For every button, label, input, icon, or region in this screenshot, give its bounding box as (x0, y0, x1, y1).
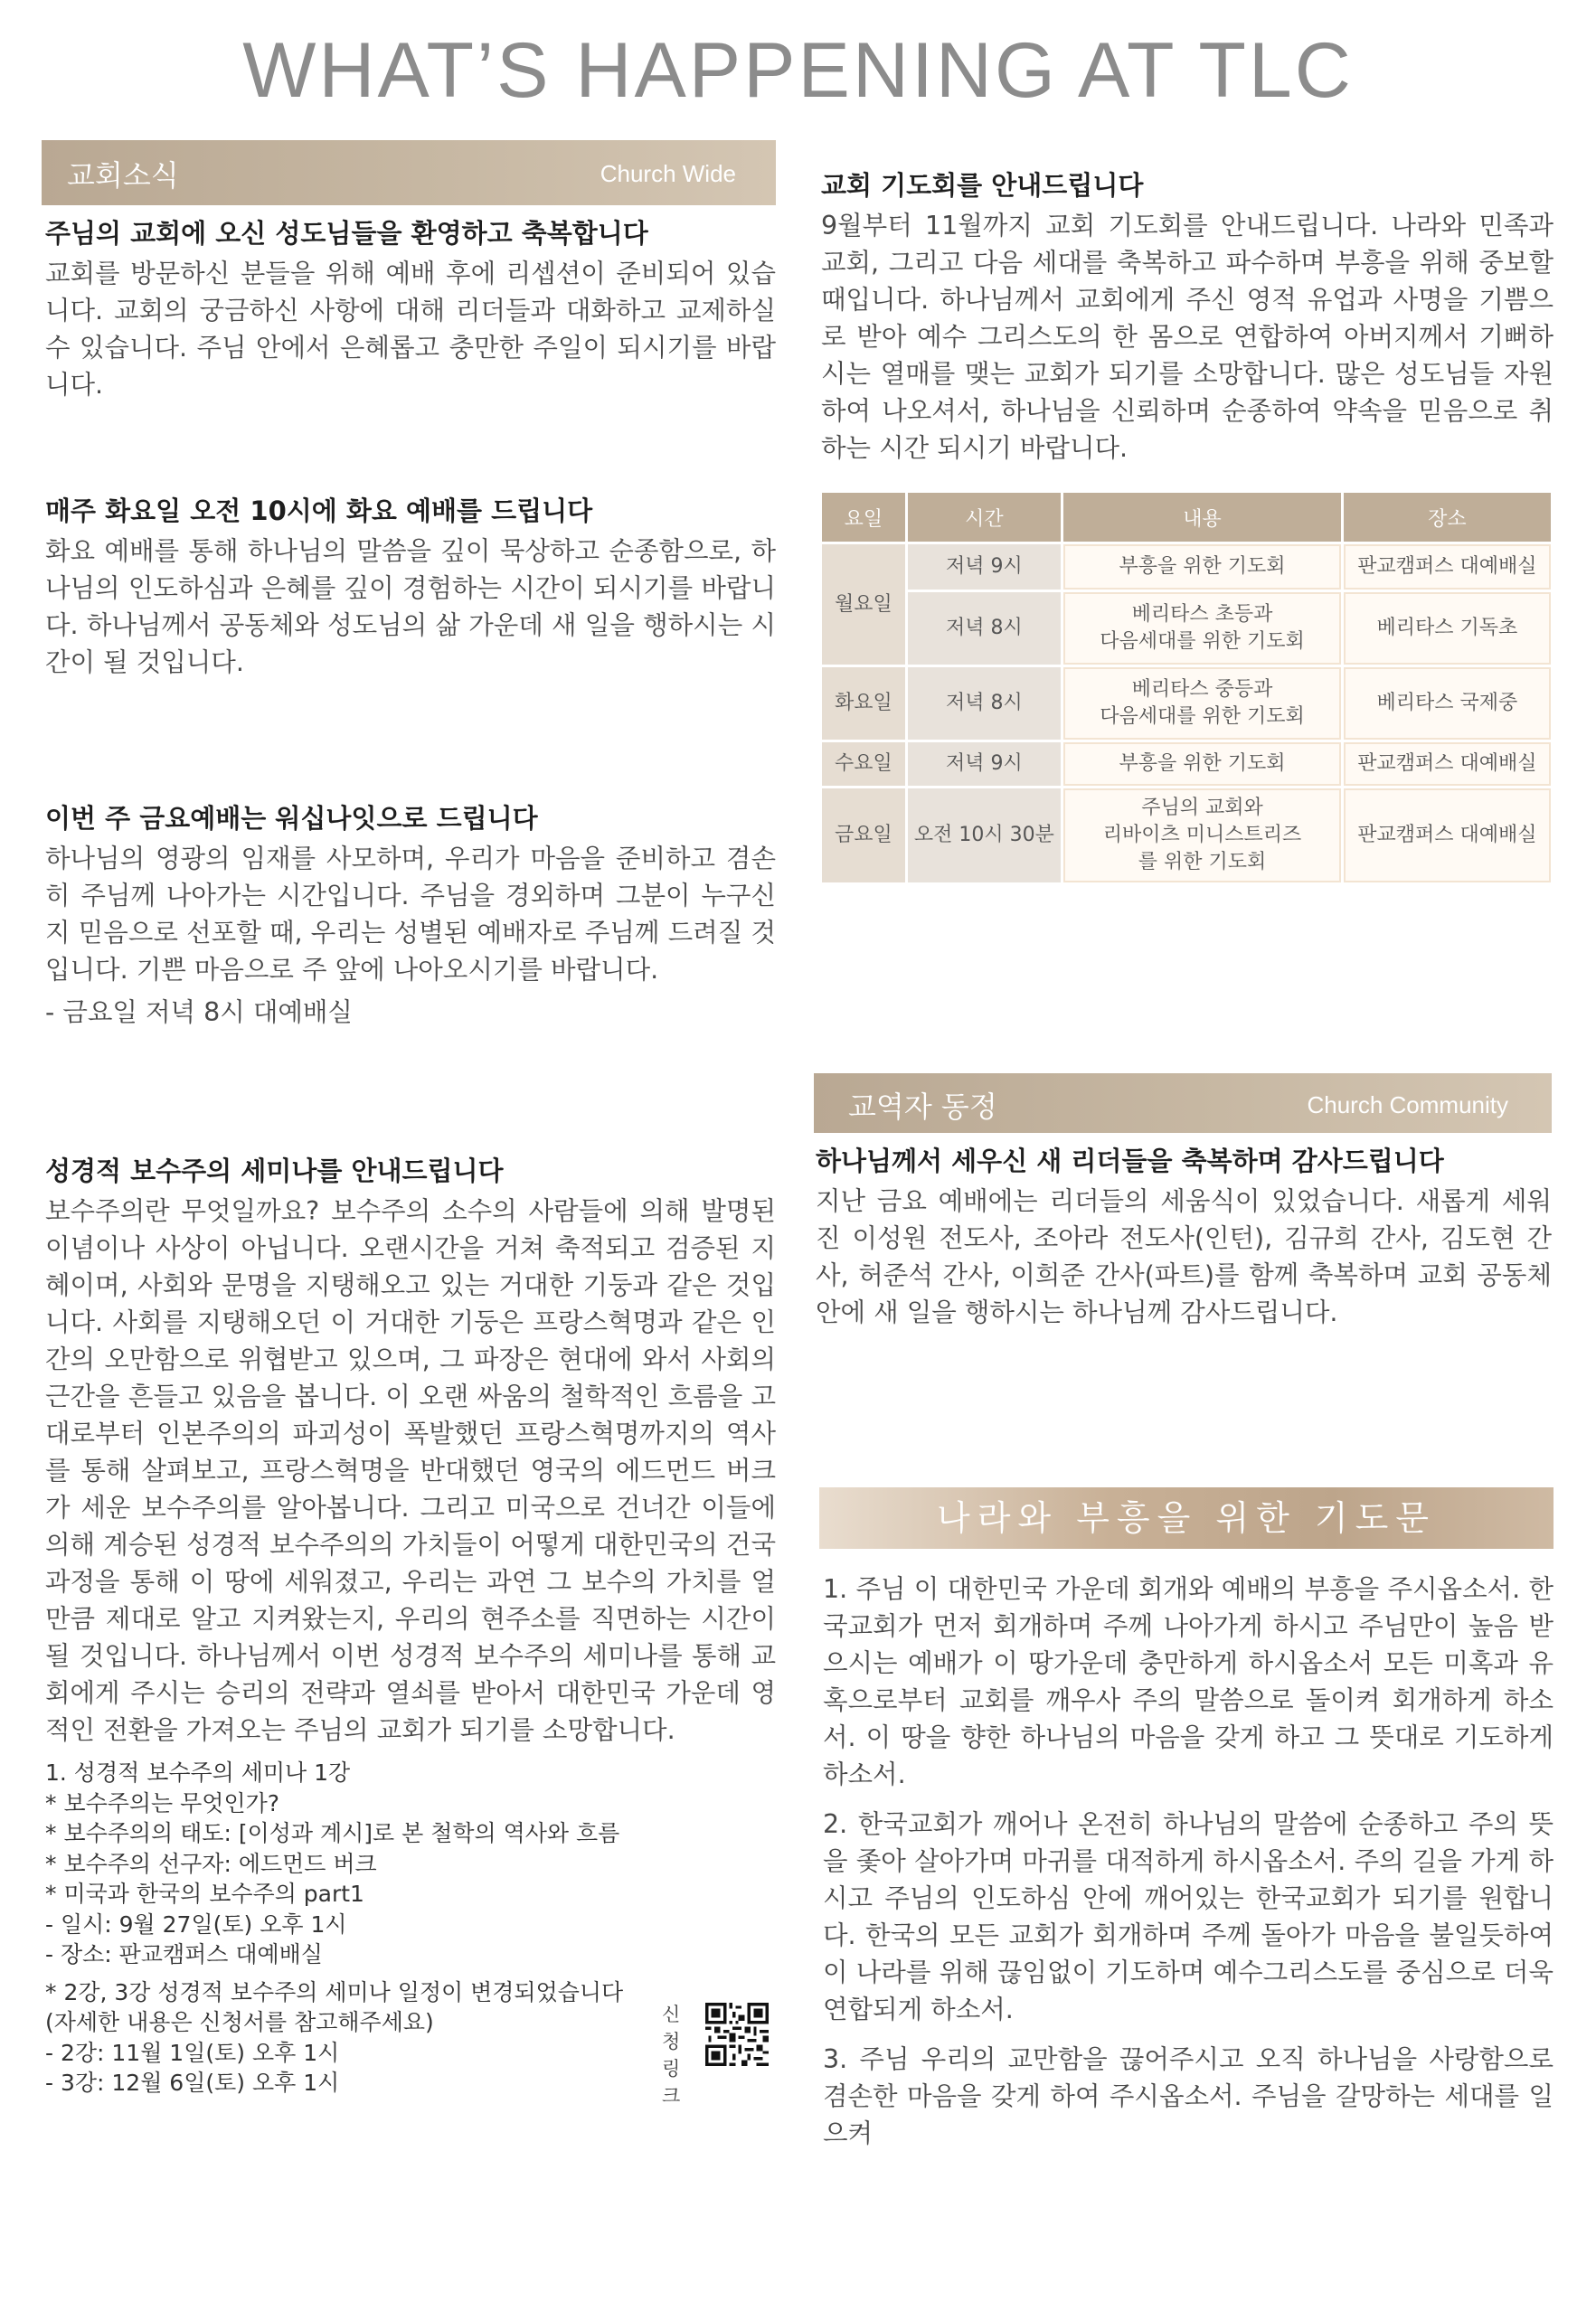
day-cell: 월요일 (822, 544, 905, 665)
seminar-detail-line: * 보수주의는 무엇인가? (45, 1789, 280, 1816)
section-title-en: Church Wide (600, 160, 736, 187)
tuesday-heading: 매주 화요일 오전 10시에 화요 예배를 드립니다 (45, 495, 593, 526)
seminar-details (45, 1758, 776, 1970)
welcome-heading: 주님의 교회에 오신 성도님들을 환영하고 축복합니다 (45, 218, 648, 249)
new-leaders-body: 지난 금요 예배에는 리더들의 세움식이 있었습니다. 새롭게 세워진 이성원 전도사, 조아라 전도사(인턴), 김규희 간사, 김도현 간사, 허준석 간사, 이희준 간사(파트)를 함께 축복하며 교회 공동체 안에 새 일을 행하시는 하나님께 감사드립니다. (816, 1186, 1552, 1327)
place-cell: 판교캠퍼스 대예배실 (1344, 544, 1551, 590)
day-cell: 금요일 (822, 788, 905, 882)
section-title-ko: 교역자 동정 (848, 1090, 997, 1124)
time-cell: 저녁 9시 (908, 544, 1061, 590)
prayer-item: 2. 한국교회가 깨어나 온전히 하나님의 말씀에 순종하고 주의 뜻을 좇아 살아가며 마귀를 대적하게 하시옵소서. 주의 길을 가게 하시고 주님의 인도하심 안에 깨어있는 한국교회가 되기를 원합니다. 한국의 모든 교회가 회개하며 주께 돌아가 마음을 불일듯하여 이 나라를 위해 끊임없이 기도하며 예수그리스도를 중심으로 더욱 연합되게 하소서. (823, 1809, 1554, 2024)
friday-heading: 이번 주 금요예배는 워십나잇으로 드립니다 (45, 803, 538, 834)
new-leaders-heading: 하나님께서 세우신 새 리더들을 축복하며 감사드립니다 (816, 1146, 1444, 1176)
seminar-notice (45, 1153, 776, 2099)
prayer-item: 1. 주님 이 대한민국 가운데 회개와 예배의 부흥을 주시옵소서. 한국교회가 먼저 회개하며 주께 나아가게 하시고 주님만이 높음 받으시는 예배가 이 땅가운데 충만하게 하시옵소서 모든 미혹과 유혹으로부터 교회를 깨우사 주의 말씀으로 돌이켜 회개하게 하소서. 이 땅을 향한 하나님의 마음을 갖게 하고 그 뜻대로 기도하게 하소서. (823, 1574, 1554, 1789)
tuesday-body: 화요 예배를 통해 하나님의 말씀을 깊이 묵상하고 순종함으로, 하나님의 인도하심과 은혜를 깊이 경험하는 시간이 되시기를 바랍니다. 하나님께서 공동체와 성도님의 삶 가운데 새 일을 행하시는 시간이 될 것입니다. (45, 536, 776, 677)
prayer-item: 3. 주님 우리의 교만함을 끊어주시고 오직 하나님을 사랑함으로 겸손한 마음을 갖게 하여 주시옵소서. 주님을 갈망하는 세대를 일으켜 (823, 2044, 1554, 2148)
tuesday-service-notice (45, 493, 776, 681)
day-cell: 수요일 (822, 742, 905, 786)
page-title: WHAT’S HAPPENING AT TLC (242, 27, 1354, 114)
prayer-schedule-table (819, 490, 1554, 885)
place-cell: 베리타스 기독초 (1344, 592, 1551, 665)
friday-note: - 금요일 저녁 8시 대예배실 (45, 997, 353, 1027)
seminar-detail-line: * 보수주의 선구자: 에드먼드 버크 (45, 1850, 377, 1877)
change-note-line: - 2강: 11월 1일(토) 오후 1시 (45, 2039, 340, 2066)
change-note-line: - 3강: 12월 6일(토) 오후 1시 (45, 2070, 340, 2096)
header-time: 시간 (908, 493, 1061, 542)
seminar-detail-line: - 장소: 판교캠퍼스 대예배실 (45, 1941, 323, 1967)
content-cell: 주님의 교회와 리바이츠 미니스트리즈 를 위한 기도회 (1063, 788, 1341, 882)
content-cell: 부흥을 위한 기도회 (1063, 544, 1341, 590)
seminar-detail-line: * 보수주의의 태도: [이성과 계시]로 본 철학의 역사와 흐름 (45, 1820, 620, 1846)
prayer-title-bar: 나라와 부흥을 위한 기도문 (819, 1487, 1554, 1549)
table-row (822, 544, 1551, 590)
section-title-en: Church Community (1307, 1091, 1508, 1118)
friday-worship-notice (45, 800, 776, 1031)
time-cell: 저녁 9시 (908, 742, 1061, 786)
seminar-detail-line: * 미국과 한국의 보수주의 part1 (45, 1881, 364, 1907)
table-row (822, 667, 1551, 740)
place-cell: 판교캠퍼스 대예배실 (1344, 788, 1551, 882)
prayer-list (823, 1571, 1554, 2148)
time-cell: 저녁 8시 (908, 592, 1061, 665)
prayer-meeting-notice (821, 167, 1554, 467)
change-note-line: * 2강, 3강 성경적 보수주의 세미나 일정이 변경되었습니다 (45, 1978, 624, 2005)
day-cell: 화요일 (822, 667, 905, 740)
qr-label: 신청 링크 (662, 2004, 681, 2107)
content-cell: 베리타스 중등과 다음세대를 위한 기도회 (1063, 667, 1341, 740)
time-cell: 저녁 8시 (908, 667, 1061, 740)
content-cell: 베리타스 초등과 다음세대를 위한 기도회 (1063, 592, 1341, 665)
place-cell: 판교캠퍼스 대예배실 (1344, 742, 1551, 786)
prayer-meeting-body: 9월부터 11월까지 교회 기도회를 안내드립니다. 나라와 민족과 교회, 그리고 다음 세대를 축복하고 파수하며 부흥을 위해 중보할 때입니다. 하나님께서 교회에게 주신 영적 유업과 사명을 기쁨으로 받아 예수 그리스도의 한 몸으로 연합하여 아버지께서 기뻐하시는 열매를 맺는 교회가 되기를 소망합니다. 많은 성도님들 자원하여 나오셔서, 하나님을 신뢰하며 순종하여 약속을 믿음으로 취하는 시간 되시기 바랍니다. (821, 211, 1554, 463)
header-day: 요일 (822, 493, 905, 542)
table-row (822, 592, 1551, 665)
table-row (822, 742, 1551, 786)
place-cell: 베리타스 국제중 (1344, 667, 1551, 740)
welcome-body: 교회를 방문하신 분들을 위해 예배 후에 리셉션이 준비되어 있습니다. 교회의 궁금하신 사항에 대해 리더들과 대화하고 교제하실 수 있습니다. 주님 안에서 은혜롭고 충만한 주일이 되시기를 바랍니다. (45, 259, 776, 400)
section-title-ko: 교회소식 (67, 158, 179, 193)
header-content: 내용 (1063, 493, 1341, 542)
content-cell: 부흥을 위한 기도회 (1063, 742, 1341, 786)
seminar-heading: 성경적 보수주의 세미나를 안내드립니다 (45, 1156, 504, 1186)
friday-body: 하나님의 영광의 임재를 사모하며, 우리가 마음을 준비하고 겸손히 주님께 나아가는 시간입니다. 주님을 경외하며 그분이 누구신지 믿음으로 선포할 때, 우리는 성별된 예배자로 주님께 드려질 것입니다. 기쁜 마음으로 주 앞에 나아오시기를 바랍니다. (45, 844, 776, 985)
change-note-line: (자세한 내용은 신청서를 참고해주세요) (45, 2009, 434, 2035)
header-place: 장소 (1344, 493, 1551, 542)
seminar-detail-line: - 일시: 9월 27일(토) 오후 1시 (45, 1910, 347, 1938)
table-header-row (822, 493, 1551, 542)
church-community-section-bar (814, 1073, 1552, 1133)
seminar-detail-line: 1. 성경적 보수주의 세미나 1강 (45, 1760, 351, 1786)
prayer-meeting-heading: 교회 기도회를 안내드립니다 (821, 170, 1144, 201)
new-leaders-notice (816, 1143, 1552, 1331)
qr-code-icon[interactable] (705, 2003, 769, 2066)
table-row (822, 788, 1551, 882)
welcome-notice (45, 215, 776, 403)
church-wide-section-bar (42, 140, 776, 205)
time-cell: 오전 10시 30분 (908, 788, 1061, 882)
seminar-body: 보수주의란 무엇일까요? 보수주의 소수의 사람들에 의해 발명된 이념이나 사상이 아닙니다. 오랜시간을 거쳐 축적되고 검증된 지혜이며, 사회와 문명을 지탱해오고 있는 거대한 기둥과 같은 것입니다. 사회를 지탱해오던 이 거대한 기둥은 프랑스혁명과 같은 인간의 오만함으로 위협받고 있으며, 그 파장은 현대에 와서 사회의 근간을 흔들고 있음을 봅니다. 이 오랜 싸움의 철학적인 흐름을 고대로부터 인본주의의 파괴성이 폭발했던 프랑스혁명까지의 역사를 통해 살펴보고, 프랑스혁명을 반대했던 영국의 에드먼드 버크가 세운 보수주의를 알아봅니다. 그리고 미국으로 건너간 이들에 의해 계승된 성경적 보수주의의 가치들이 어떻게 대한민국의 건국 과정을 통해 이 땅에 세워졌고, 우리는 과연 그 보수의 가치를 얼만큼 제대로 알고 지켜왔는지, 우리의 현주소를 직면하는 시간이 될 것입니다. 하나님께서 이번 성경적 보수주의 세미나를 통해 교회에게 주시는 승리의 전략과 열쇠를 받아서 대한민국 가운데 영적인 전환을 가져오는 주님의 교회가 되기를 소망합니다. (45, 1196, 776, 1745)
